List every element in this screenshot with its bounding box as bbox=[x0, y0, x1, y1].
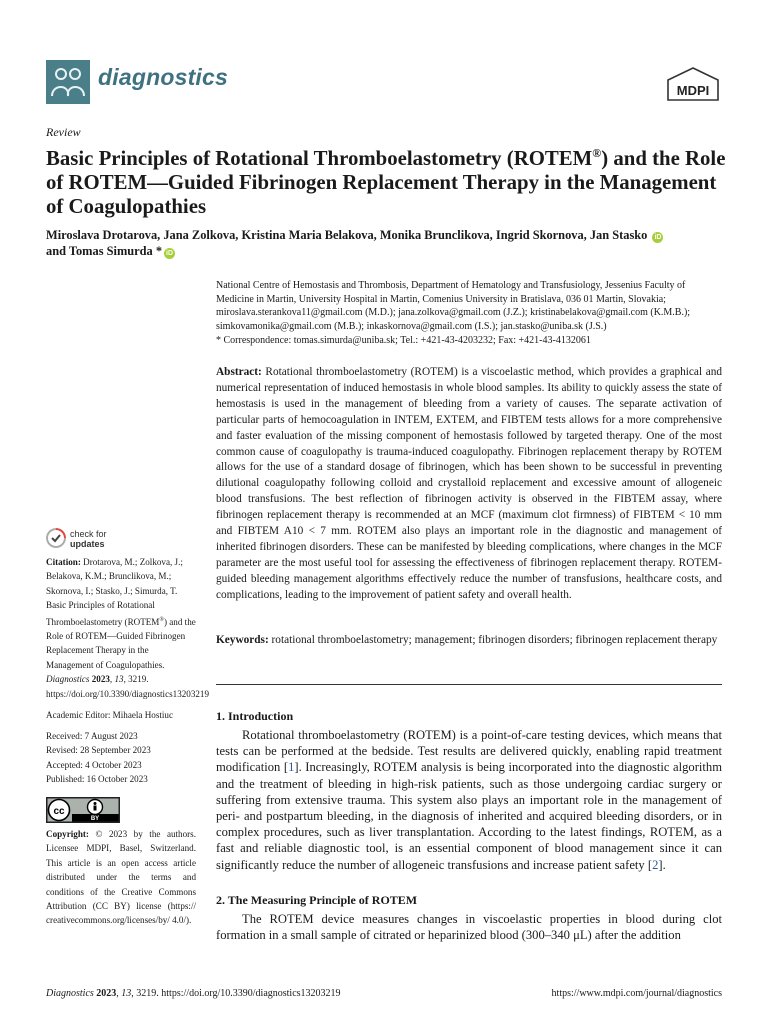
mdpi-logo-icon bbox=[666, 67, 720, 101]
abstract-text: Rotational thromboelastometry (ROTEM) is a viscoelastic method, which provides a graphical and numerical representation of induced hemostasis in whole blood samples. Its ability to quickly assess the state of hemostasis is used in the management of bleeding from a variety of causes. The separate activation of particular parts of hemocoagulation in INTEM, EXTEM, and FIBTEM tests allows for a more comprehensive and faster evaluation of the missing component of hemostasis followed by targeted therapy. One of the most common cause of coagulopathy is trauma-induced coagulopathy. Fibrinogen replacement therapy by ROTEM allows for the use of a standard dosage of fibrinogen, which has been shown to be successful in preventing dilutional coagulopathy following colloid and crystalloid replacement and excessive amount of allogeneic blood transfusions. The best reflection of fibrinogen activity is observed in the FIBTEM assay, where fibrinogen replacement therapy is recommended at an MCF (maximum clot firmness) of FIBTEM < 10 mm and FIBTEM A10 < 7 mm. ROTEM also plays an important role in the diagnostic and management of inherited fibrinogen disorders. These can be manifested by bleeding complications, where changes in the MCF parameter are the most useful tool for assessing the effectiveness of fibrinogen replacement therapy. ROTEM-guided bleeding management algorithms effectively reduce the number of transfusions, healthcare costs, and complications, leading to the improvement of patient safety and overall health. bbox=[216, 366, 722, 601]
section-heading-measuring-principle: 2. The Measuring Principle of ROTEM bbox=[216, 893, 418, 907]
svg-text:cc: cc bbox=[53, 806, 65, 817]
check-updates-icon bbox=[46, 528, 66, 548]
measuring-principle-paragraph: The ROTEM device measures changes in viscoelastic properties in blood during clot formation in a small sample of citrated or heparinized blood (300–340 μL) after the addition bbox=[216, 912, 722, 943]
check-updates-label: check for updates bbox=[70, 529, 107, 549]
journal-logo-icon bbox=[46, 60, 90, 104]
abstract-label: Abstract: bbox=[216, 366, 262, 378]
svg-text:MDPI: MDPI bbox=[676, 83, 710, 98]
orcid-icon[interactable]: iD bbox=[654, 234, 662, 241]
abstract bbox=[216, 365, 722, 604]
authors-line-1: Miroslava Drotarova, Jana Zolkova, Kristina Maria Belakova, Monika Brunclikova, Ingrid Skornova, Jan Stasko bbox=[46, 228, 648, 242]
footer-citation: Diagnostics 2023, 13, 3219. https://doi.org/10.3390/diagnostics13203219 bbox=[46, 988, 341, 999]
correspondence: * Correspondence: tomas.simurda@uniba.sk; Tel.: +421-43-4203232; Fax: +421-43-4132061 bbox=[216, 334, 591, 346]
keywords-label: Keywords: bbox=[216, 634, 269, 646]
footer-journal-url[interactable]: https://www.mdpi.com/journal/diagnostics bbox=[551, 988, 722, 999]
keywords bbox=[216, 633, 722, 649]
keywords-text: rotational thromboelastometry; management; fibrinogen disorders; fibrinogen replacement therapy bbox=[271, 634, 718, 646]
svg-text:BY: BY bbox=[90, 816, 100, 822]
citation-doi-link[interactable]: , 3219. https://doi.org/10.3390/diagnostics13203219 bbox=[46, 674, 210, 699]
citation-block: Citation: Drotarova, M.; Zolkova, J.; Belakova, K.M.; Brunclikova, M.; Skornova, I.; Stasko, J.; Simurda, T. Basic Principles of Rotational Thromboelastometry (ROTEM®) and the Role of ROTEM—Guided Fibrinogen Replacement Therapy in the Management of Coagulopathies. Diagnostics 2023, 13, 3219. https://doi.org/10.3390/diagnostics13203219 bbox=[46, 557, 210, 699]
copyright-block: Copyright: © 2023 by the authors. Licensee MDPI, Basel, Switzerland. This article is an open access article distributed under the terms and conditions of the Creative Commons Attribution (CC BY) license (https:// creativecommons.org/licenses/by/ 4.0/). bbox=[46, 829, 196, 926]
reference-link-1[interactable]: 1 bbox=[288, 760, 295, 775]
affiliation-block bbox=[216, 279, 724, 348]
mdpi-logo[interactable] bbox=[666, 67, 720, 101]
publication-dates bbox=[46, 729, 198, 787]
orcid-icon[interactable]: iD bbox=[166, 250, 174, 257]
academic-editor: Academic Editor: Mihaela Hostiuc bbox=[46, 710, 174, 720]
accepted-date: Accepted: 4 October 2023 bbox=[46, 759, 142, 770]
published-date: Published: 16 October 2023 bbox=[46, 774, 148, 785]
affiliation-text: National Centre of Hemostasis and Thrombosis, Department of Hematology and Transfusiology, Jessenius Faculty of Medicine in Martin, University Hospital in Martin, Comenius University in Bratislava, 036 01 Martin, Slovakia; miroslava.sterankova11@gmail.com (M.D.); jana.zolkova@gmail.com (J.Z.); kristinabelakova@gmail.com (K.M.B.); simkovamonika@gmail.com (M.B.); inkaskornova@gmail.com (I.S.); jan.stasko@uniba.sk (J.S.) bbox=[216, 280, 691, 333]
journal-name[interactable]: diagnostics bbox=[98, 64, 229, 90]
section-divider bbox=[216, 684, 722, 685]
cc-by-license-badge[interactable] bbox=[46, 797, 120, 823]
introduction-paragraph: Rotational thromboelastometry (ROTEM) is a point-of-care testing devices, which means that tests can be performed at the bedside. Test results are delivered quickly, enabling rapid treatment modification [1]. Increasingly, ROTEM analysis is being incorporated into the diagnostic algorithm and the treatment of bleeding in high-risk patients, such as those undergoing cardiac surgery or suffering from extensive trauma. This system also plays an important role in the management of peri- and postpartum bleeding, in the diagnosis of inherited and acquired bleeding disorders, or in complex procedures, such as liver transplantation. According to the latest findings, ROTEM, as a fast and reliable diagnostic tool, is an essential component of blood management since it can significantly reduce the number of allogeneic transfusions and increase patient safety [2]. bbox=[216, 728, 722, 872]
section-heading-introduction: 1. Introduction bbox=[216, 709, 294, 723]
journal-logo bbox=[46, 60, 90, 104]
check-for-updates-button[interactable] bbox=[46, 528, 146, 550]
authors-line-2: and Tomas Simurda * bbox=[46, 244, 163, 258]
cc-by-icon bbox=[46, 797, 120, 823]
author-list bbox=[46, 227, 746, 259]
received-date: Received: 7 August 2023 bbox=[46, 731, 138, 741]
article-title: Basic Principles of Rotational Thromboelastometry (ROTEM®) and the Role of ROTEM—Guided Fibrinogen Replacement Therapy in the Management of Coagulopathies bbox=[46, 146, 726, 218]
reference-link-2[interactable]: 2 bbox=[652, 857, 659, 872]
article-type: Review bbox=[46, 125, 81, 139]
revised-date: Revised: 28 September 2023 bbox=[46, 745, 151, 756]
